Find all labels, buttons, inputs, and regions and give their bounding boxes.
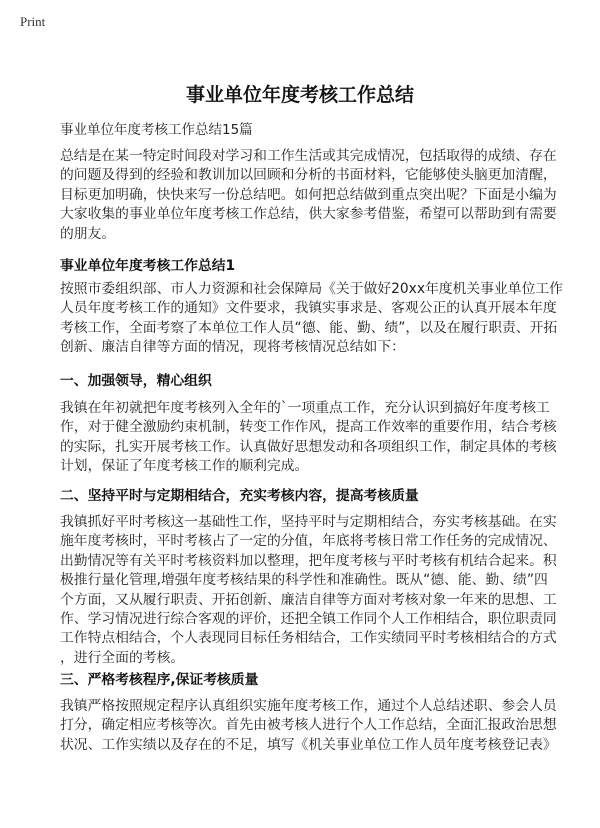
text-line: 按照市委组织部、市人力资源和社会保障局《关于做好20xx年度机关事业单位工作 (60, 281, 563, 297)
text-line: ，进行全面的考核。 (60, 649, 185, 666)
intro-paragraph (60, 147, 557, 244)
paragraph-2 (60, 399, 557, 477)
text-line: 状况、工作实绩以及存在的不足，填写《机关事业单位工作人员年度考核登记表》 (60, 736, 557, 753)
text-line: 作、学习情况进行综合客观的评价，还把全镇工作同个人工作相结合，职位职责同 (60, 611, 557, 628)
text-line: 的实际，扎实开展考核工作。认真做好思想发动和各项组织工作，制定具体的考核 (60, 438, 557, 455)
paragraph-3 (60, 513, 557, 668)
paragraph-1 (60, 280, 563, 358)
heading-2: 二、坚持平时与定期相结合，充实考核内容，提高考核质量 (60, 488, 419, 504)
text-line: 作，对于健全激励约束机制，转变工作作风，提高工作效率的重要作用，结合考核 (60, 419, 557, 436)
text-line: 工作特点相结合，个人表现同目标任务相结合，工作实绩同平时考核相结合的方式 (60, 630, 557, 647)
text-line: 大家收集的事业单位年度考核工作总结，供大家参考借鉴，希望可以帮助到有需要 (60, 206, 557, 223)
text-line: 的问题及得到的经验和教训加以回顾和分析的书面材料，它能够使头脑更加清醒， (60, 167, 557, 184)
text-line: 总结是在某一特定时间段对学习和工作生活或其完成情况，包括取得的成绩、存在 (60, 148, 557, 164)
heading-1: 一、加强领导，精心组织 (60, 373, 212, 389)
text-line: 出勤情况等有关平时考核资料加以整理，把年度考核与平时考核有机结合起来。积 (60, 552, 557, 569)
text-line: 的朋友。 (60, 225, 116, 242)
text-line: 计划，保证了年度考核工作的顺利完成。 (60, 458, 309, 475)
text-line: 极推行量化管理,增强年度考核结果的科学性和准确性。既从“德、能、勤、绩”四 (60, 572, 548, 589)
text-line: 施年度考核时，平时考核占了一定的分值，年底将考核日常工作任务的完成情况、 (60, 533, 557, 550)
section-heading: 事业单位年度考核工作总结1 (60, 258, 236, 274)
document-title: 事业单位年度考核工作总结 (185, 84, 414, 106)
text-line: 个方面，又从履行职责、开拓创新、廉洁自律等方面对考核对象一年来的思想、工 (60, 591, 557, 608)
text-line: 目标更加明确，快快来写一份总结吧。如何把总结做到重点突出呢？下面是小编为 (60, 186, 557, 203)
text-line: 我镇严格按照规定程序认真组织实施年度考核工作，通过个人总结述职、参会人员 (60, 698, 557, 714)
text-line: 考核工作，全面考察了本单位工作人员“德、能、勤、绩”，以及在履行职责、开拓 (60, 319, 558, 336)
text-line: 创新、廉洁自律等方面的情况，现将考核情况总结如下： (60, 339, 405, 356)
text-line: 打分，确定相应考核等次。首先由被考核人进行个人工作总结，全面汇报政治思想 (60, 717, 557, 734)
text-line: 我镇抓好平时考核这一基础性工作，坚持平时与定期相结合，夯实考核基础。在实 (60, 514, 557, 530)
text-line: 人员年度考核工作的通知》文件要求，我镇实事求是、客观公正的认真开展本年度 (60, 300, 557, 317)
print-link[interactable]: Print (20, 14, 46, 29)
heading-3: 三、严格考核程序,保证考核质量 (60, 672, 259, 688)
document-subtitle: 事业单位年度考核工作总结15篇 (60, 122, 253, 138)
paragraph-4 (60, 697, 557, 755)
text-line: 我镇在年初就把年度考核列入全年的`一项重点工作，充分认识到搞好年度考核工 (60, 400, 550, 416)
